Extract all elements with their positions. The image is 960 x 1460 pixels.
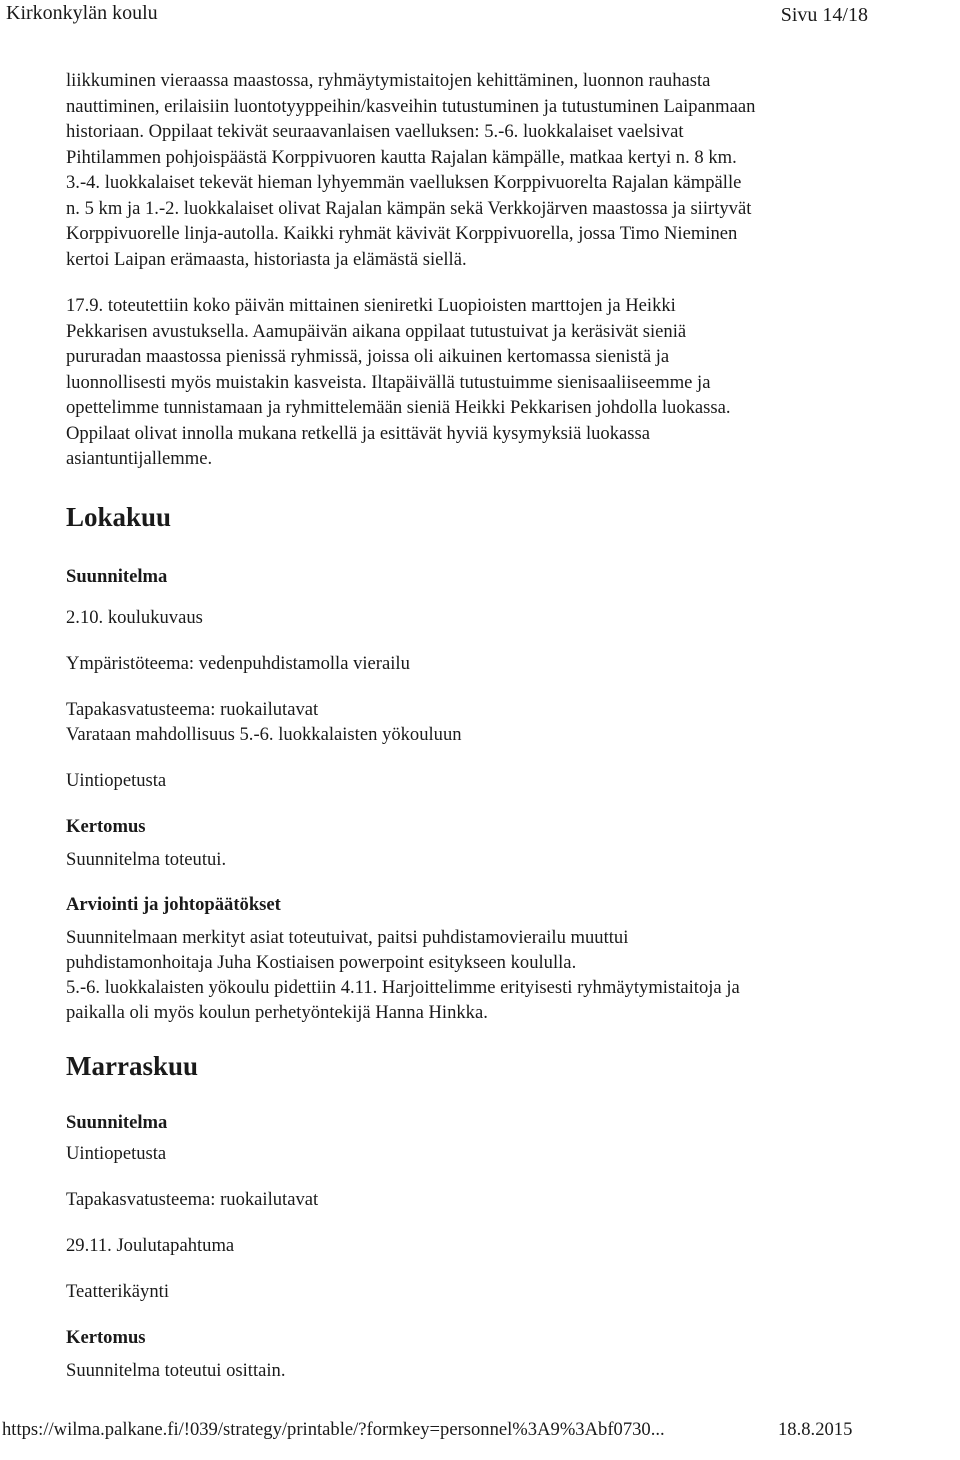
text-line: 5.-6. luokkalaisten yökoulu pidettiin 4.11. Harjoittelimme erityisesti ryhmäytymistaitoja ja xyxy=(66,976,740,998)
text-line: Oppilaat olivat innolla mukana retkellä ja esittävät hyviä kysymyksiä luokassa xyxy=(66,422,651,444)
text-line: paikalla oli myös koulun perhetyöntekijä Hanna Hinkka. xyxy=(66,1001,488,1023)
plan-item: Uintiopetusta xyxy=(66,1142,167,1164)
text-line: Suunnitelmaan merkityt asiat toteutuivat, paitsi puhdistamovierailu muuttui xyxy=(66,926,629,948)
text-line: n. 5 km ja 1.-2. luokkalaiset olivat Rajalan kämpän sekä Verkkojärven maastossa ja siirtyvät xyxy=(66,197,752,219)
footer-date: 18.8.2015 xyxy=(778,1419,853,1440)
text-line: Korppivuorelle linja-autolla. Kaikki ryhmät kävivät Korppivuorella, jossa Timo Nieminen xyxy=(66,223,738,244)
text-line: Pihtilammen pohjoispäästä Korppivuoren kautta Rajalan kämpälle, matkaa kertyi n. 8 km. xyxy=(66,146,737,168)
text-line: nauttiminen, erilaisiin luontotyyppeihin/kasveihin tutustuminen ja tutustuminen Laipanmaan xyxy=(66,95,756,117)
plan-item: Tapakasvatusteema: ruokailutavat xyxy=(66,1188,319,1210)
paragraph-mushroom-trip xyxy=(66,293,866,472)
text-line: pururadan maastossa pienissä ryhmissä, joissa oli aikuinen kertomassa sienistä ja xyxy=(66,346,670,367)
text-line: asiantuntijallemme. xyxy=(66,448,213,469)
plan-item: Tapakasvatusteema: ruokailutavat xyxy=(66,698,319,720)
plan-heading: Suunnitelma xyxy=(66,565,168,587)
text-line: puhdistamonhoitaja Juha Kostiaisen powerpoint esitykseen koululla. xyxy=(66,951,577,973)
plan-item: Teatterikäynti xyxy=(66,1280,169,1302)
evaluation-text xyxy=(66,925,866,1025)
text-line: historiaan. Oppilaat tekivät seuraavanlaisen vaelluksen: 5.-6. luokkalaiset vaelsivat xyxy=(66,121,684,142)
plan-heading: Suunnitelma xyxy=(66,1111,168,1133)
evaluation-heading: Arviointi ja johtopäätökset xyxy=(66,893,281,915)
report-heading: Kertomus xyxy=(66,1326,146,1348)
plan-item: Uintiopetusta xyxy=(66,769,167,791)
plan-item: Ympäristöteema: vedenpuhdistamolla vierailu xyxy=(66,652,410,674)
month-heading-november: Marraskuu xyxy=(66,1050,199,1081)
paragraph-hike xyxy=(66,68,866,272)
text-line: liikkuminen vieraassa maastossa, ryhmäytymistaitojen kehittäminen, luonnon rauhasta xyxy=(66,70,711,91)
text-line: opettelimme tunnistamaan ja ryhmittelemään sieniä Heikki Pekkarisen johdolla luokassa. xyxy=(66,397,731,418)
plan-item: Varataan mahdollisuus 5.-6. luokkalaisten yökouluun xyxy=(66,723,462,745)
month-heading-october: Lokakuu xyxy=(66,501,172,532)
plan-item: 29.11. Joulutapahtuma xyxy=(66,1234,235,1256)
report-heading: Kertomus xyxy=(66,815,146,837)
text-line: Pekkarisen avustuksella. Aamupäivän aikana oppilaat tutustuivat ja keräsivät sieniä xyxy=(66,320,687,342)
plan-item: 2.10. koulukuvaus xyxy=(66,606,203,628)
header-school: Kirkonkylän koulu xyxy=(6,2,158,24)
report-text: Suunnitelma toteutui osittain. xyxy=(66,1359,286,1381)
footer-url: https://wilma.palkane.fi/!039/strategy/printable/?formkey=personnel%3A9%3Abf0730... xyxy=(2,1419,665,1440)
report-text: Suunnitelma toteutui. xyxy=(66,848,227,870)
document-body xyxy=(66,68,866,1383)
text-line: kertoi Laipan erämaasta, historiasta ja elämästä siellä. xyxy=(66,248,467,270)
text-line: luonnollisesti myös muistakin kasveista. Iltapäivällä tutustuimme sienisaaliiseemme ja xyxy=(66,371,711,393)
text-line: 17.9. toteutettiin koko päivän mittainen sieniretki Luopioisten marttojen ja Heikki xyxy=(66,295,676,316)
text-line: 3.-4. luokkalaiset tekevät hieman lyhyemmän vaelluksen Korppivuorelta Rajalan kämpälle xyxy=(66,172,742,193)
header-page-number: Sivu 14/18 xyxy=(780,4,868,26)
